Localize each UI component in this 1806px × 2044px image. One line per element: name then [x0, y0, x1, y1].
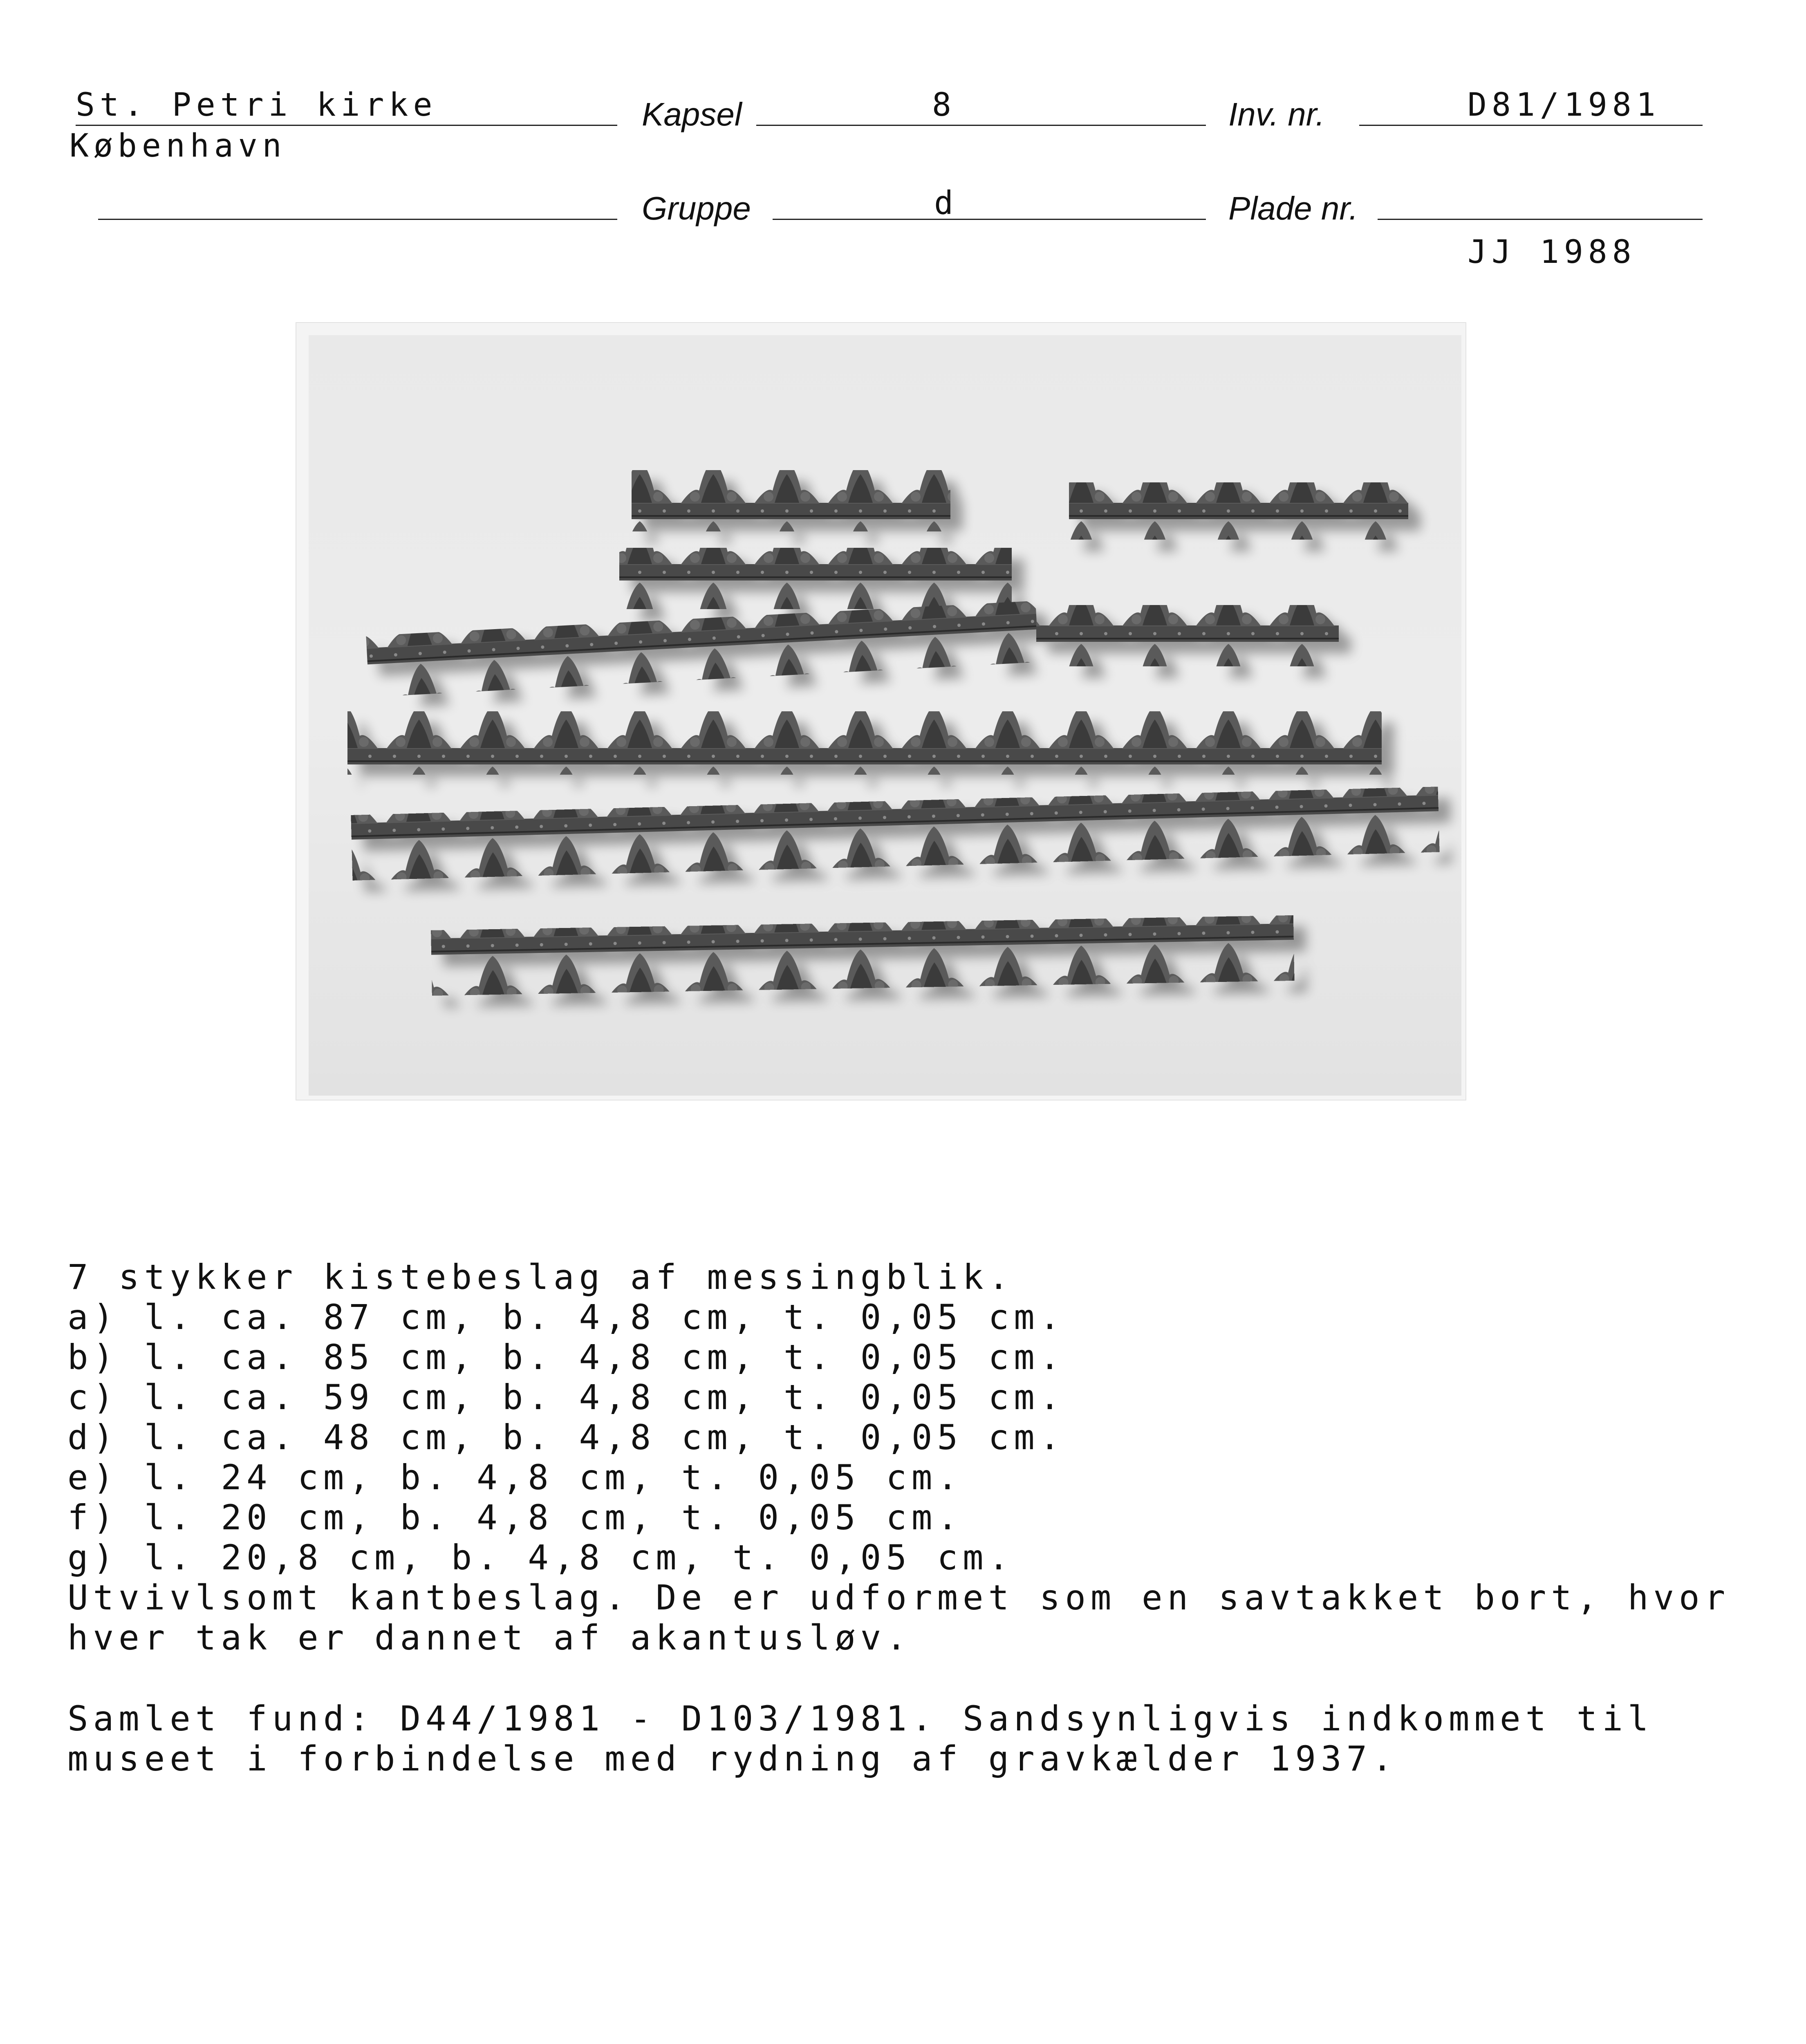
fitting-strip	[632, 470, 950, 531]
plade-label: Plade nr.	[1228, 190, 1358, 226]
plade-underline	[1378, 219, 1703, 220]
location-city: København	[69, 128, 287, 164]
blank-underline	[98, 219, 617, 220]
photo-frame	[296, 323, 1465, 1100]
fitting-strip	[351, 787, 1439, 881]
description-item-b: b) l. ca. 85 cm, b. 4,8 cm, t. 0,05 cm.	[67, 1337, 1065, 1377]
description-intro: 7 stykker kistebeslag af messingblik.	[67, 1257, 1014, 1297]
signature: JJ 1988	[1468, 234, 1636, 271]
description-item-f: f) l. 20 cm, b. 4,8 cm, t. 0,05 cm.	[67, 1497, 963, 1537]
gruppe-value: d	[934, 185, 958, 222]
description-item-a: a) l. ca. 87 cm, b. 4,8 cm, t. 0,05 cm.	[67, 1297, 1065, 1337]
inv-underline	[1359, 125, 1703, 126]
fitting-strip	[1036, 605, 1339, 666]
kapsel-label: Kapsel	[642, 96, 742, 132]
inv-value: D81/1981	[1468, 87, 1660, 123]
fitting-strip	[347, 711, 1382, 775]
fitting-strip	[1069, 482, 1408, 540]
inv-label: Inv. nr.	[1228, 96, 1325, 132]
kapsel-value: 8	[932, 87, 956, 123]
photo-coffin-fittings	[309, 335, 1461, 1096]
gruppe-underline	[773, 219, 1206, 220]
fitting-strip	[619, 548, 1012, 609]
location-underline	[76, 125, 617, 126]
fitting-strip	[431, 915, 1294, 996]
description-note-line2: hver tak er dannet af akantusløv.	[67, 1618, 912, 1658]
description-item-e: e) l. 24 cm, b. 4,8 cm, t. 0,05 cm.	[67, 1457, 963, 1497]
find-note-line1: Samlet fund: D44/1981 - D103/1981. Sandsynligvis indkommet til	[67, 1699, 1654, 1739]
location-name: St. Petri kirke	[76, 87, 437, 123]
fittings-illustration	[309, 335, 1461, 1096]
find-note-line2: museet i forbindelse med rydning af gravkælder 1937.	[67, 1739, 1398, 1779]
description-item-g: g) l. 20,8 cm, b. 4,8 cm, t. 0,05 cm.	[67, 1537, 1014, 1578]
description-item-d: d) l. ca. 48 cm, b. 4,8 cm, t. 0,05 cm.	[67, 1417, 1065, 1457]
description-note-line1: Utvivlsomt kantbeslag. De er udformet som en savtakket bort, hvor	[67, 1578, 1730, 1618]
description-item-c: c) l. ca. 59 cm, b. 4,8 cm, t. 0,05 cm.	[67, 1377, 1065, 1417]
kapsel-underline	[756, 125, 1206, 126]
fitting-strip	[366, 601, 1039, 697]
gruppe-label: Gruppe	[642, 190, 751, 226]
